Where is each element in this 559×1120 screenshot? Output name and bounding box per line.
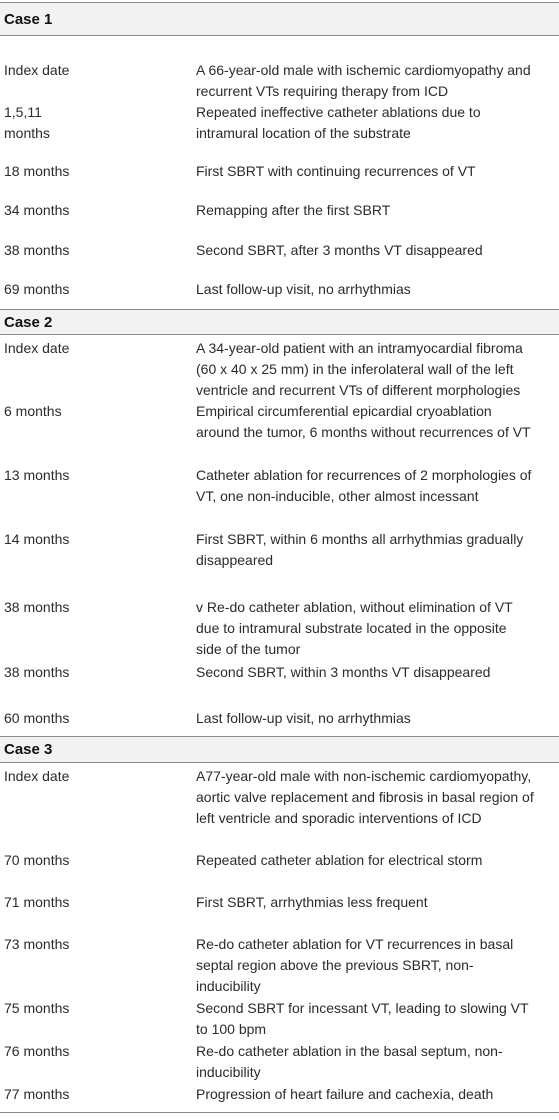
time-cell: 1,5,11 months xyxy=(4,104,50,141)
table-row xyxy=(0,1084,559,1112)
event-cell: A77-year-old male with non-ischemic cardiomyopathy, aortic valve replacement and fibrosis in basal region of left ventricle and sporadic interventions of ICD xyxy=(196,768,534,826)
time-cell: Index date xyxy=(4,340,70,356)
time-cell: 73 months xyxy=(4,936,70,952)
time-cell: 71 months xyxy=(4,894,70,910)
time-cell: 77 months xyxy=(4,1086,70,1102)
event-cell: First SBRT, within 6 months all arrhythmias gradually disappeared xyxy=(196,531,524,568)
event-cell: Repeated ineffective catheter ablations due to intramural location of the substrate xyxy=(196,104,481,141)
table-row xyxy=(0,998,559,1041)
event-cell: Remapping after the first SBRT xyxy=(196,202,391,218)
table-row xyxy=(0,99,559,145)
event-cell: First SBRT with continuing recurrences of VT xyxy=(196,163,476,179)
event-cell: Second SBRT, within 3 months VT disappeared xyxy=(196,664,491,680)
table-row xyxy=(0,465,559,529)
event-cell: Second SBRT for incessant VT, leading to slowing VT to 100 bpm xyxy=(196,1000,529,1037)
table-row xyxy=(0,229,559,271)
table-bottom-rule xyxy=(0,1112,559,1113)
event-cell: v Re-do catheter ablation, without elimination of VT due to intramural substrate located in the opposite side of the tumor xyxy=(196,599,513,657)
table-row xyxy=(0,335,559,401)
case-title: Case 1 xyxy=(4,11,53,28)
table-row xyxy=(0,271,559,309)
time-cell: 14 months xyxy=(4,531,70,547)
event-cell: First SBRT, arrhythmias less frequent xyxy=(196,894,428,910)
table-row xyxy=(0,661,559,703)
time-cell: 60 months xyxy=(4,710,70,726)
time-cell: 6 months xyxy=(4,403,62,419)
time-cell: 13 months xyxy=(4,467,70,483)
case-2-header xyxy=(0,309,559,335)
event-cell: Progression of heart failure and cachexia, death xyxy=(196,1086,494,1102)
event-cell: Repeated catheter ablation for electrical storm xyxy=(196,852,483,868)
time-cell: 18 months xyxy=(4,163,70,179)
case-title: Case 3 xyxy=(4,741,53,758)
event-cell: Re-do catheter ablation in the basal septum, non-inducibility xyxy=(196,1043,503,1080)
event-cell: Catheter ablation for recurrences of 2 morphologies of VT, one non-inducible, other almost incessant xyxy=(196,467,532,504)
event-cell: Last follow-up visit, no arrhythmias xyxy=(196,281,411,297)
event-cell: A 34-year-old patient with an intramyocardial fibroma (60 x 40 x 25 mm) in the inferolateral wall of the left ventricle and recurrent VTs of different morphologies xyxy=(196,340,523,398)
table-row xyxy=(0,36,559,99)
table-row xyxy=(0,1041,559,1084)
time-cell: 75 months xyxy=(4,1000,70,1016)
table-row xyxy=(0,145,559,187)
table-row xyxy=(0,401,559,465)
event-cell: Last follow-up visit, no arrhythmias xyxy=(196,710,411,726)
case-1-header xyxy=(0,2,559,36)
time-cell: 34 months xyxy=(4,202,70,218)
time-cell: Index date xyxy=(4,62,70,78)
table-row xyxy=(0,763,559,850)
event-cell: Empirical circumferential epicardial cryoablation around the tumor, 6 months without recurrences of VT xyxy=(196,403,531,440)
time-cell: 38 months xyxy=(4,664,70,680)
table-row xyxy=(0,892,559,934)
time-cell: 70 months xyxy=(4,852,70,868)
event-cell: A 66-year-old male with ischemic cardiomyopathy and recurrent VTs requiring therapy from ICD xyxy=(196,62,531,99)
time-cell: 69 months xyxy=(4,281,70,297)
time-cell: 76 months xyxy=(4,1043,70,1059)
time-cell: 38 months xyxy=(4,242,70,258)
table-row xyxy=(0,850,559,892)
table-row xyxy=(0,187,559,229)
time-cell: Index date xyxy=(4,768,70,784)
event-cell: Second SBRT, after 3 months VT disappeared xyxy=(196,242,483,258)
timeline-table xyxy=(0,2,559,1113)
table-row xyxy=(0,934,559,998)
case-3-header xyxy=(0,736,559,763)
case-title: Case 2 xyxy=(4,314,53,331)
event-cell: Re-do catheter ablation for VT recurrences in basal septal region above the previous SBRT, non-inducibility xyxy=(196,936,514,994)
table-row xyxy=(0,529,559,593)
table-row xyxy=(0,703,559,736)
table-row xyxy=(0,593,559,661)
time-cell: 38 months xyxy=(4,599,70,615)
